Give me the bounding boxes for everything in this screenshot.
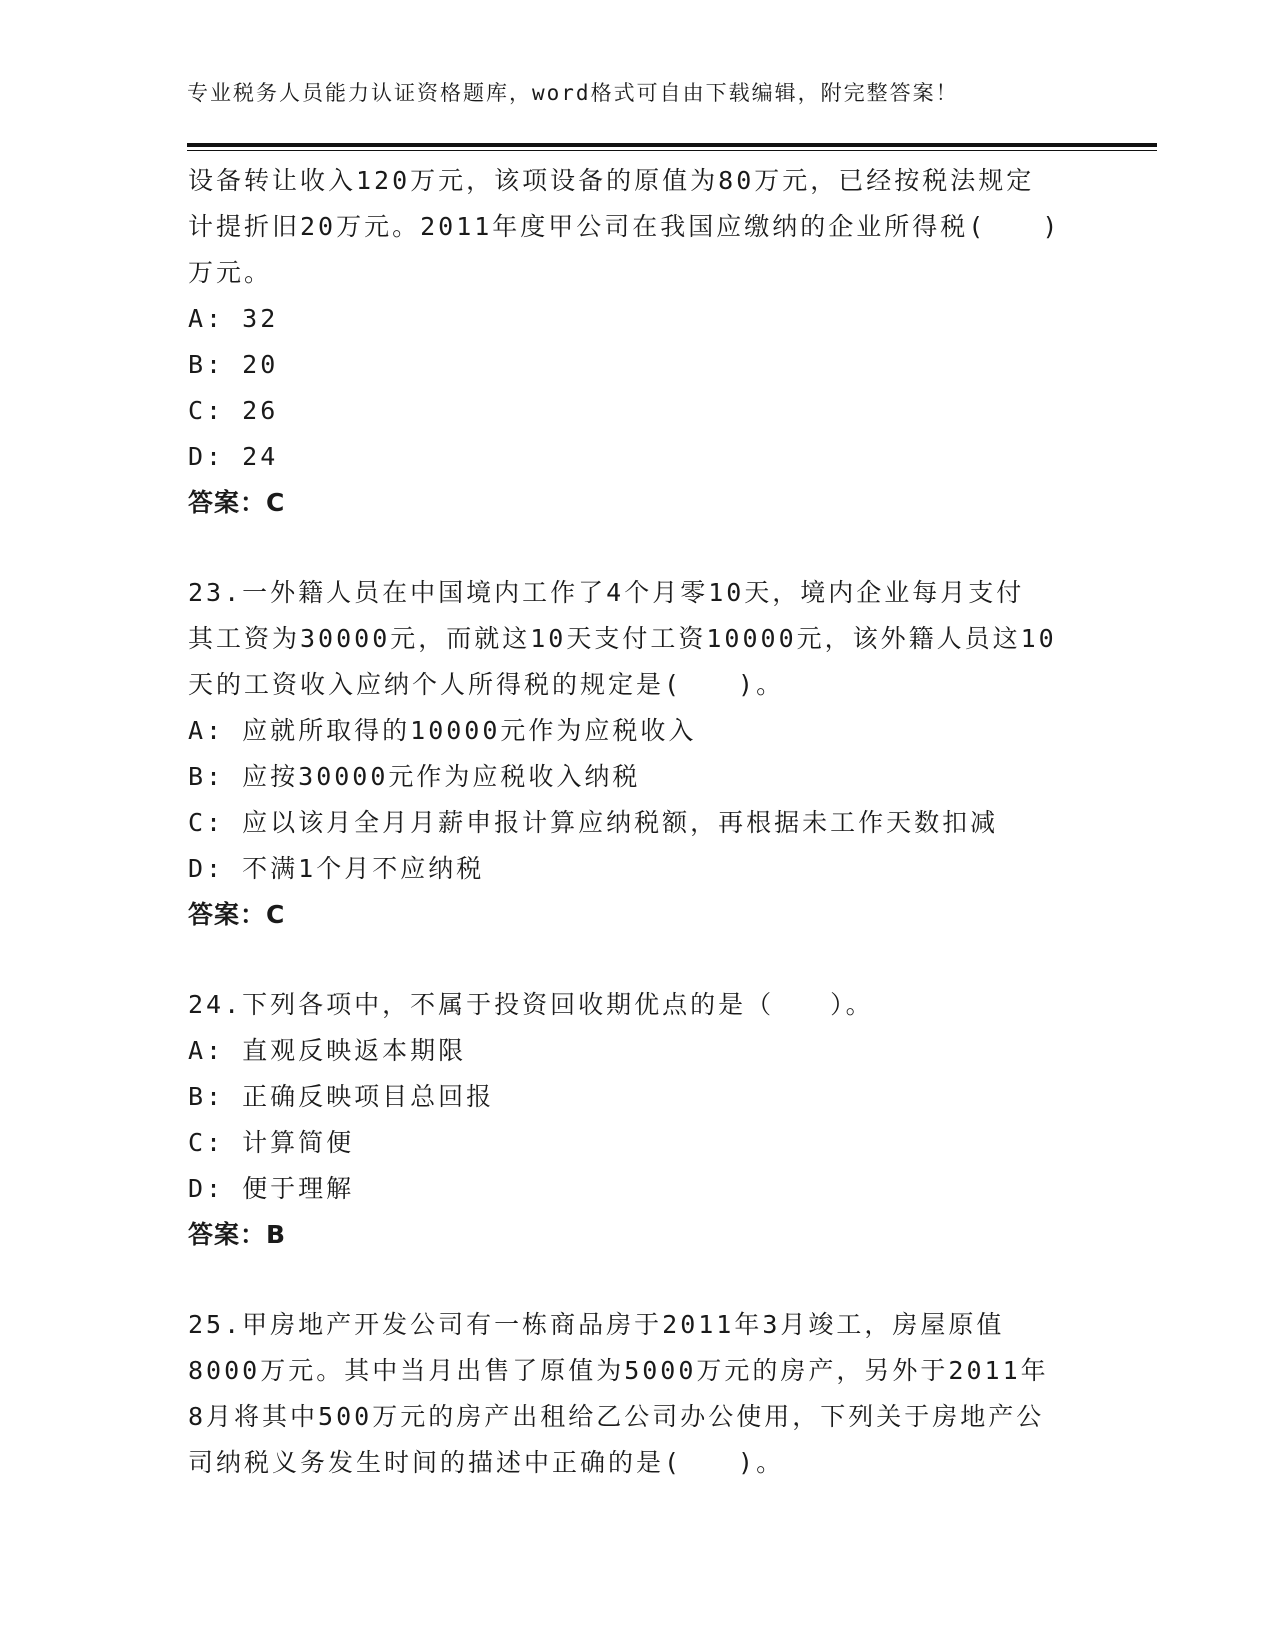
option-d: D: 24 [188, 442, 279, 471]
option-b: B: 应按30000元作为应税收入纳税 [188, 762, 641, 791]
question-line: 8000万元。其中当月出售了原值为5000万元的房产，另外于2011年 [188, 1356, 1049, 1385]
option-c: C: 应以该月全月月薪申报计算应纳税额，再根据未工作天数扣减 [188, 808, 999, 837]
question-22 [188, 158, 1088, 526]
question-line: 司纳税义务发生时间的描述中正确的是( )。 [188, 1448, 785, 1477]
answer: 答案：C [188, 488, 286, 517]
question-line: 其工资为30000元，而就这10天支付工资10000元，该外籍人员这10 [188, 624, 1057, 653]
answer: 答案：B [188, 1220, 287, 1249]
option-b: B: 20 [188, 350, 279, 379]
option-a: A: 直观反映返本期限 [188, 1036, 467, 1065]
question-line: 设备转让收入120万元，该项设备的原值为80万元，已经按税法规定 [188, 166, 1035, 195]
header-rule-thick [187, 143, 1157, 147]
question-line: 8月将其中500万元的房产出租给乙公司办公使用，下列关于房地产公 [188, 1402, 1045, 1431]
question-line: 25.甲房地产开发公司有一栋商品房于2011年3月竣工，房屋原值 [188, 1310, 1005, 1339]
question-content [188, 158, 1088, 1486]
option-a: A: 应就所取得的10000元作为应税收入 [188, 716, 697, 745]
question-line: 23.一外籍人员在中国境内工作了4个月零10天，境内企业每月支付 [188, 578, 1025, 607]
question-23 [188, 570, 1088, 938]
header-rule-thin [187, 150, 1157, 151]
option-d: D: 不满1个月不应纳税 [188, 854, 485, 883]
option-c: C: 26 [188, 396, 279, 425]
question-24 [188, 982, 1088, 1258]
option-a: A: 32 [188, 304, 279, 333]
question-line: 24.下列各项中，不属于投资回收期优点的是（ ）。 [188, 990, 874, 1019]
option-c: C: 计算简便 [188, 1128, 355, 1157]
option-d: D: 便于理解 [188, 1174, 355, 1203]
question-line: 计提折旧20万元。2011年度甲公司在我国应缴纳的企业所得税( ) [188, 212, 1061, 241]
page-header: 专业税务人员能力认证资格题库，word格式可自由下载编辑，附完整答案！ [187, 81, 959, 105]
option-b: B: 正确反映项目总回报 [188, 1082, 495, 1111]
answer: 答案：C [188, 900, 286, 929]
question-25 [188, 1302, 1088, 1486]
question-line: 天的工资收入应纳个人所得税的规定是( )。 [188, 670, 785, 699]
question-line: 万元。 [188, 258, 273, 287]
